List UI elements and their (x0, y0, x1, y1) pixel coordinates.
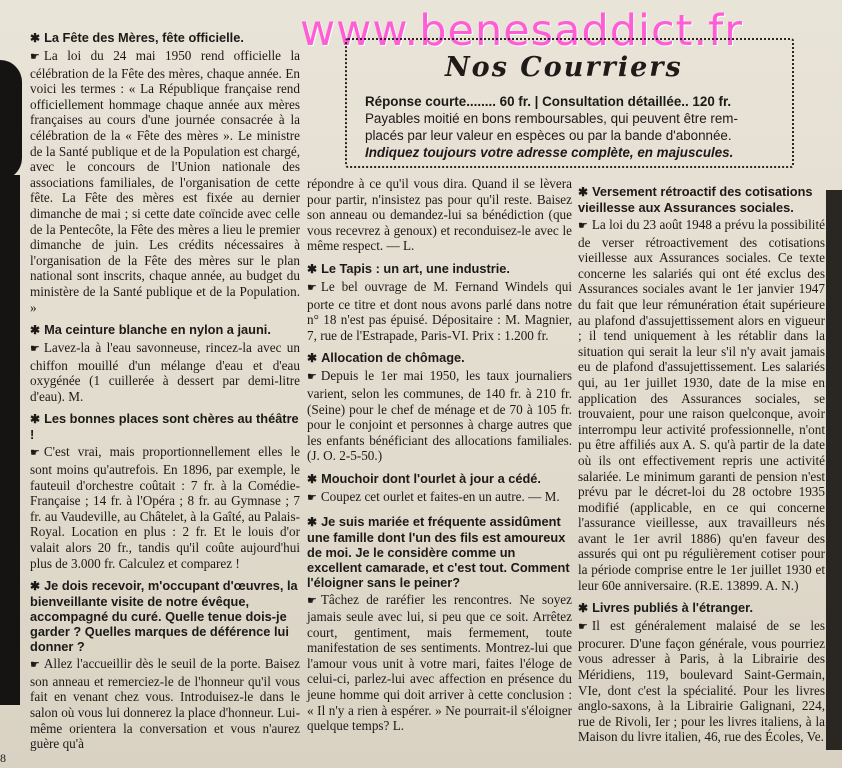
article-heading: ✱ Je suis mariée et fréquente assidûment une famille dont l'un des fils est amoureux de moi. Je le considère comme un excellent camarade, et c'est tout. Comment l'éloigner sans le peiner? (307, 513, 570, 590)
article-body: ☛ Coupez cet ourlet et faites-en un autre. — M. (307, 488, 560, 504)
article-heading: ✱ Livres publiés à l'étranger. (578, 600, 753, 616)
column-2 (307, 176, 572, 734)
article-heading: ✱ Mouchoir dont l'ourlet à jour a cédé. (307, 470, 541, 486)
courriers-line: Payables moitié en bons remboursables, qui peuvent être rem- (365, 111, 738, 126)
pointer-icon: ☛ (307, 281, 317, 294)
article-body: ☛ Depuis le 1er mai 1950, les taux journaliers varient, selon les communes, de 140 fr. à 210 fr. (Seine) pour le chef de ménage et de 70 à 105 fr. pour le conjoint et personnes à charge autres que les enfants bénéficiant des allocations familiales. (J. O. 2-5-50.) (307, 368, 572, 464)
pointer-icon: ☛ (578, 621, 588, 634)
pointer-icon: ☛ (30, 343, 40, 356)
page-edge-shadow (826, 190, 842, 750)
article-heading: ✱ Versement rétroactif des cotisations vieillesse aux Assurances sociales. (578, 184, 813, 215)
column-3 (578, 182, 825, 745)
pointer-icon: ☛ (30, 659, 40, 672)
pointer-icon: ☛ (30, 447, 40, 460)
article-body: répondre à ce qu'il vous dira. Quand il se lèvera pour partir, n'insistez pas pour qu'il reste. Baisez son anneau ou demandez-lui sa bénédiction (que vous recevrez à genoux) et reconduisez-le avec le même respect. — L. (307, 176, 572, 254)
page-edge-shadow (0, 60, 22, 180)
article-body: ☛ Le bel ouvrage de M. Fernand Windels qui porte ce titre et dont nous avons parlé dans notre n° 18 n'est pas épuisé. Dépositaire : M. Magnier, 7, rue de l'Estrapade, Paris-VI. Prix : 1.200 fr. (307, 278, 572, 343)
courriers-line: placés par leur valeur en espèces ou par la bande d'abonnée. (365, 128, 732, 143)
article-heading: ✱ Je dois recevoir, m'occupant d'œuvres, la bienveillante visite de notre évêque, accompagné du curé. Quelle tenue dois-je garder ? Quelles marques de déférence lui donner ? (30, 578, 298, 655)
pointer-icon: ☛ (307, 594, 317, 607)
article-heading: ✱ Ma ceinture blanche en nylon a jauni. (30, 322, 271, 338)
column-1 (30, 28, 300, 752)
article-heading: ✱ La Fête des Mères, fête officielle. (30, 30, 244, 45)
star-icon: ✱ (30, 323, 41, 338)
article-body: ☛ C'est vrai, mais proportionnellement elles le sont moins qu'autrefois. En 1896, par exemple, le fauteuil d'orchestre coûtait : 7 fr. à la Comédie-Française ; 14 fr. à l'Opéra ; 8 fr. au Gymnase ; 7 fr. au Vaudeville, au Châtelet, à la Gaîté, au Palais-Royal. Location en plus : 2 fr. Et le louis d'or valait alors 20 fr., tandis qu'il coûte aujourd'hui plus de 3.000 fr. Calculez et comparez ! (30, 444, 300, 571)
courriers-line: Indiquez toujours votre adresse complète, en majuscules. (365, 145, 734, 160)
article-heading: ✱ Allocation de chômage. (307, 350, 465, 366)
article-body: ☛ Il est généralement malaisé de se les procurer. D'une façon générale, vous pourriez vous adresser à Paris, à la Librairie des Méridiens, 119, boulevard Saint-Germain, VIe, dont c'est la spécialité. Pour les livres anglo-saxons, à la Librairie Galignani, 224, rue de Rivoli, Ier ; pour les livres italiens, à la Maison du livre italien, 46, rue des Écoles, Ve. (578, 618, 825, 745)
pointer-icon: ☛ (307, 491, 317, 504)
star-icon: ✱ (578, 601, 589, 616)
courriers-title: Nos Courriers (445, 52, 683, 83)
watermark: www.benesaddict.fr (300, 6, 743, 56)
article-body: ☛ La loi du 23 août 1948 a prévu la possibilité de verser rétroactivement des cotisations vieillesse aux Assurances sociales. Ce texte concerne les salariés qui ont été exclus des Assurances sociales avant le 1er janvier 1947 du fait que leur rémunération était supérieure au plafond d'assujettissement alors en vigueur ; il tend uniquement à les rétablir dans la situation qui serait la leur s'il n'y avait jamais eu de plafond d'assujettissement. Les salariés qui, au 1er juillet 1930, date de la mise en application des Assurances sociales, se trouvaient, pour une raison quelconque, avoir interrompu leur activité professionnelle, n'ont pu être affiliés aux A. S. qu'à partir de la date où ils ont effectivement repris une activité salariée. Le minimum garanti de pension n'est prévu par le décret-loi du 28 octobre 1935 modifié (applicable, en ce qui concerne l'assurance vieillesse, aux travailleurs nés avant le 1er avril 1886) qu'en faveur des assurés qui ont pu régulièrement cotiser pour la période comprise entre le 1er juillet 1930 et leur 60e anniversaire. (R.E. 13899. A. N.) (578, 217, 825, 593)
star-icon: ✱ (30, 579, 41, 594)
pointer-icon: ☛ (578, 220, 588, 232)
pointer-icon: ☛ (30, 51, 40, 63)
page-mark: 8 (0, 751, 6, 765)
star-icon: ✱ (578, 185, 589, 199)
article-heading: ✱ Les bonnes places sont chères au théâtre ! (30, 411, 299, 443)
star-icon: ✱ (30, 31, 41, 45)
article-body: ☛ Allez l'accueillir dès le seuil de la porte. Baisez son anneau et remerciez-le de l'honneur qu'il vous fait en venant chez vous. Introduisez-le dans le salon où vous lui donnerez la place d'honneur. Lui-même orientera la conversation et vous n'aurez guère qu'à (30, 656, 300, 752)
star-icon: ✱ (307, 261, 318, 276)
article-heading: ✱ Le Tapis : un art, une industrie. (307, 260, 510, 276)
page-edge-shadow (0, 175, 20, 705)
pointer-icon: ☛ (307, 371, 317, 384)
star-icon: ✱ (307, 351, 318, 366)
courriers-line: Réponse courte........ 60 fr. | Consultation détaillée.. 120 fr. (365, 94, 732, 109)
star-icon: ✱ (307, 514, 318, 529)
article-body: ☛ Tâchez de raréfier les rencontres. Ne soyez jamais seule avec lui, si peu que ce soit. Arrêtez court, gentiment, mais fermement, toute manifestation de ses sentiments. Montrez-lui que l'amour vous unit à votre mari, faites l'éloge de celui-ci, parlez-lui avec affection en présence du jeune homme qui doit arriver à cette conclusion : « Il n'y a rien à espérer. » Ne pourrait-il s'éloigner quelque temps? L. (307, 591, 572, 734)
article-body: ☛ La loi du 24 mai 1950 rend officielle la célébration de la Fête des mères, chaque année. En voici les termes : « La République française rend officiellement hommage chaque année aux mères françaises au cours d'une journée consacrée à la célébration de la « Fête des mères ». Le ministre de la Santé publique et de la Population est chargé, avec le concours de l'Union nationale des associations familiales, de l'organisation de cette fête. La Fête des mères est fixée au dernier dimanche de mai ; si cette date coïncide avec celle de la Pentecôte, la Fête des mères a lieu le premier dimanche de juin. Les crédits nécessaires à l'organisation de la Fête des mères sur le plan national sont inscrits, chaque année, au budget du ministère de la Santé publique et de la Population. » (30, 48, 300, 315)
star-icon: ✱ (30, 412, 41, 427)
article-body: ☛ Lavez-la à l'eau savonneuse, rincez-la avec un chiffon mouillé d'un mélange d'eau et d'eau oxygénée (1 cuillerée à dessert par demi-litre d'eau). M. (30, 340, 300, 404)
star-icon: ✱ (307, 471, 318, 486)
